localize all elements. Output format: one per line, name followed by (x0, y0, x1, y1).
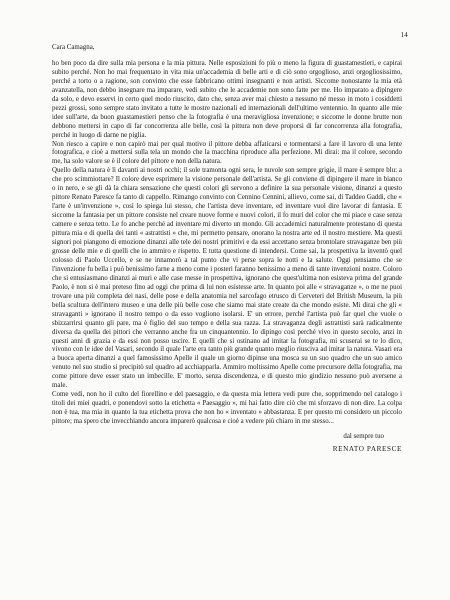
letter-salutation: Cara Camagna, (52, 44, 95, 51)
letter-body (52, 44, 402, 454)
paragraph-1: ho ben poco da dire sulla mia persona e la mia pittura. Nelle esposizioni fo più o meno la figura di guastamestieri, e capirai subito perché. Non ho mai frequentato in vita mia un'accademia di belle arti e di ciò sono orgoglioso, anzi orgogliosissimo, perché a torto o a ragione, son convinto che esse fabbricano ottimi insegnanti e non artisti. Siccome nonostante la mia età avanzatella, non debbo insegnare ma imparare, vedi subito che le accademie non sono fatte per me. Ho imparato a dipingere da solo, e devo esservi in certo quel modo riuscito, dato che, senza aver mai chiesto a nessuno né messo in moto i cosiddetti pezzi grossi, sono sempre stato invitato a tutte le mostre nazionali ed internazionali dell'ultimo ventennio. In quanto alle mie idee sull'arte, da buon guastamestieri penso che la fotografia è una meravigliosa invenzione; e siccome le donne brutte non debbono mettersi in capo di far concorrenza alle belle, così la pittura non deve proporsi di far concorrenza alla fotografia, perché in luogo di darne ne piglia. (52, 59, 402, 139)
letter-signature: RENATO PARESCE (332, 444, 402, 453)
letter-closing: dal sempre tuo (343, 433, 384, 441)
page-number: 14 (400, 31, 408, 39)
paragraph-2: Non riesco a capire e non capirò mai per qual motivo il pittore debba affaticarsi e tormentarsi a fare il lavoro di una lente fotografica, e cioè a mettersi sulla tela un mondo che la macchina riproduce alla perfezione. Mi dirai: ma il colore, secondo me, ha solo valore se è il colore del pittore e non della natura. (52, 140, 402, 166)
paragraph-4: Come vedi, non ho il culto del fiorellino e del paesaggio, e da questa mia lettera vedi pure che, sopprimendo nel catalogo i titoli dei miei quadri, e ponendovi sotto la etichetta « Paesaggio », mi hai fatto dire ciò che mi sforzavo di non dire. La colpa non è tua, ma mia in quanto la tua etichetta prova che non ho « inventato » abbastanza. E per questo mi considero un piccolo pittore; ma spero che invecchiando ancora imparerò qualcosa e cioè a vedere più chiaro in me stesso... (52, 391, 402, 426)
paragraph-3: Quello della natura è lì davanti ai nostri occhi; il sole tramonta ogni sera, le nuvole son sempre grigie, il mare è sempre blu: a che pro scimmiottare? Il colore deve esprimere la visione personale dell'artista. Se gli conviene di dipingere il mare in bianco o in nero, e se gli dà la chiara sensazione che questi colori gli servono a definire la sua personale visione, dinanzi a questo pittore Renato Paresce fa tanto di cappello. Rimango convinto con Cennino Cennini, allievo, come sai, di Taddeo Gaddi, che « l'arte è un'invenzione », così lo spiega lui stesso, che l'artista deve inventare, ed inventare vuol dire lavorar di fantasia. E siccome la fantasia per un pittore consiste nel creare nuove forme e nuovi colori, il fo muri del color che mi piace e case senza camere e senza tetto. Le fo anche perché ad inventare mi diverto un mondo. Gli accademici naturalmente protestano di questa pittura mia e di quella dei tanti « astrattisti » che, mi permetto pensare, onorano la nostra arte ed il nostro mestiere. Ma questi signori poi piangono di emozione dinanzi alle tele dei nostri primitivi e da essi accettano senza brontolare stravaganze ben più grosse delle mie e di quelli che io ammiro e rispetto. E tutta questione di intendersi. Come sai, la prospettiva la inventò quel colosso di Paolo Uccello, e se ne innamorò a tal punto che vi perse sopra le notti e la salute. Oggi pensiamo che se l'invenzione fu bella i può benissimo farne a meno come i posteri faranno benissimo a meno di tante invenzioni nostre. Coloro che si entusiasmano dinanzi ai muri e alle case messe in prospettiva, ignorano che quest'ultima non esisteva prima del grande Paolo, è non si è mai preteso fino ad oggi che prima di lui non esistesse arte. In quanto poi alle « stravaganze », o me ne puoi trovare una più completa dei nasi, delle pose e della anatomia nel sarcofago etrusco di Cerveteri del British Museum, la più bella scultura dell'intero museo e una delle più belle cose che siamo mai state create da che mondo esiste. Mi dirai che gli « stravaganti » ignorano il nostro tempo o da esso vogliono isolarsi. E' un errore, perché l'artista può far quel che vuole o sbizzarrirsi quanto gli pare, ma è figlio del suo tempo e della sua razza. La stravaganza degli astrattisti sarà radicalmente diversa da quella dei pittori che verranno anche fra un cinquantennio. Io dipingo così perché vivo in questo secolo, anzi in questi anni di grazia e da essi non posso uscire. E quelli che si ostinano ad imitar la fotografia, mi scuserai se te lo dico, vivono con le idee del Vasari, secondo il quale l'arte era tanto più grande quanto meglio riusciva ad imitar la natura. Vasari era a buoca aperta dinanzi a quel famosissimo Apelle il quale un giorno dipinse una mosca su un suo quadro che un suo amico venuto nel suo studio si precipitò sul quadro ad acchiapparla. Ammiro moltissimo Apelle come precursore della fotografia, ma come pittore deve esser stato un imbecille. E' morto, senza discendenza, e di questo mio giudizio nessuno può aversene a male. (52, 167, 402, 390)
